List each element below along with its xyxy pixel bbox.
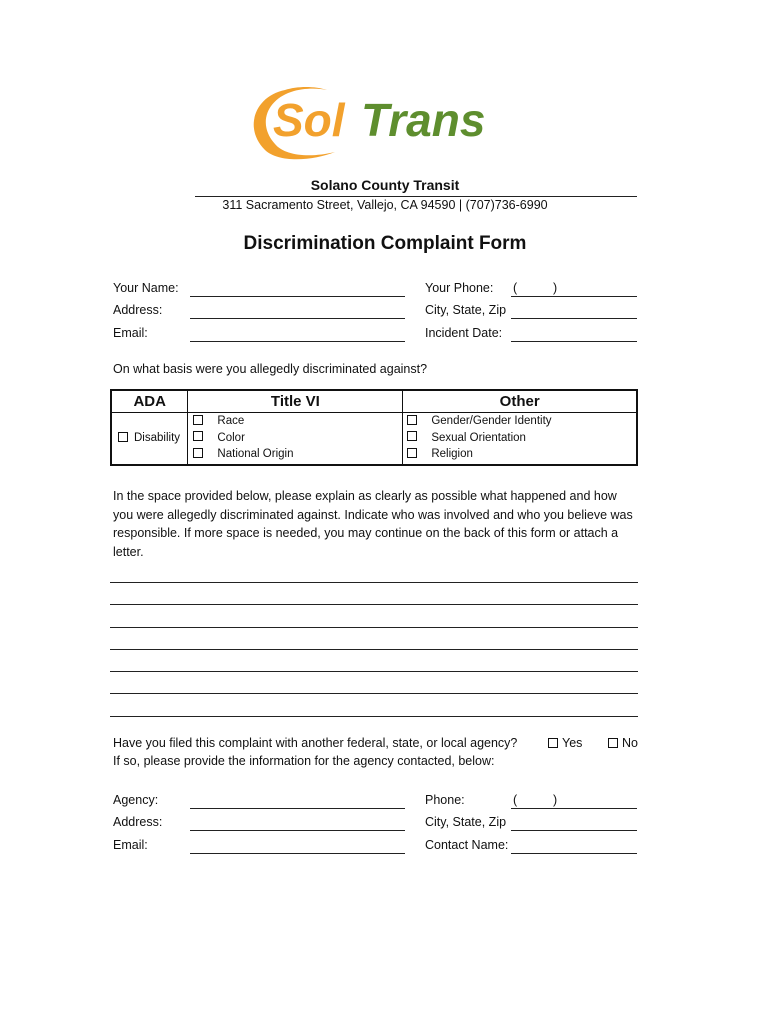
disability-option[interactable]: Disability <box>118 430 187 447</box>
agency-label: Agency: <box>113 793 159 807</box>
incident-date-label: Incident Date: <box>425 326 503 340</box>
header-divider <box>195 196 637 197</box>
national-origin-option[interactable]: National Origin <box>193 446 402 463</box>
other-header: Other <box>403 390 637 413</box>
agency-phone-label: Phone: <box>425 793 465 807</box>
form-title: Discrimination Complaint Form <box>243 233 527 254</box>
city-state-zip-field[interactable] <box>511 318 637 319</box>
contact-name-label: Contact Name: <box>425 838 509 852</box>
city-state-zip-label: City, State, Zip <box>425 303 507 317</box>
explanation-line[interactable] <box>110 693 638 694</box>
checkbox-icon[interactable] <box>193 415 203 425</box>
gender-identity-option[interactable]: Gender/Gender Identity <box>407 413 636 430</box>
race-option[interactable]: Race <box>193 413 402 430</box>
org-name: Solano County Transit <box>310 177 460 193</box>
explanation-line[interactable] <box>110 627 638 628</box>
agency-address-field[interactable] <box>190 830 405 831</box>
sexual-orientation-option[interactable]: Sexual Orientation <box>407 430 636 447</box>
your-name-field[interactable] <box>190 296 405 297</box>
checkbox-icon[interactable] <box>407 415 417 425</box>
checkbox-icon[interactable] <box>407 431 417 441</box>
agency-address-label: Address: <box>113 815 163 829</box>
explanation-line[interactable] <box>110 716 638 717</box>
agency-question: Have you filed this complaint with another federal, state, or local agency? <box>113 736 518 750</box>
agency-phone-paren-open: ( <box>513 793 518 807</box>
checkbox-icon[interactable] <box>193 431 203 441</box>
your-phone-field[interactable] <box>511 296 637 297</box>
instructions-paragraph: In the space provided below, please explain as clearly as possible what happened and how you were allegedly discriminated against. Indicate who was involved and who you believe was responsible. If more space is needed, you may continue on the back of this form or attach a letter. <box>113 489 633 559</box>
address-field[interactable] <box>190 318 405 319</box>
agency-phone-paren-close: ) <box>553 793 558 807</box>
org-address: 311 Sacramento Street, Vallejo, CA 94590 | (707)736-6990 <box>222 198 548 212</box>
logo-text-sol: Sol <box>273 94 345 146</box>
checkbox-icon[interactable] <box>548 738 558 748</box>
address-label: Address: <box>113 303 163 317</box>
checkbox-icon[interactable] <box>118 432 128 442</box>
agency-field[interactable] <box>190 808 405 809</box>
agency-instruction: If so, please provide the information for the agency contacted, below: <box>113 754 495 768</box>
basis-table <box>110 389 638 466</box>
explanation-line[interactable] <box>110 604 638 605</box>
agency-email-label: Email: <box>113 838 148 852</box>
email-field[interactable] <box>190 341 405 342</box>
color-option[interactable]: Color <box>193 430 402 447</box>
logo-text-trans: Trans <box>361 94 486 146</box>
checkbox-icon[interactable] <box>608 738 618 748</box>
soltrans-logo <box>245 78 505 168</box>
agency-city-state-zip-label: City, State, Zip <box>425 815 507 829</box>
title-vi-header: Title VI <box>188 390 403 413</box>
yes-option[interactable]: Yes <box>548 736 582 750</box>
email-label: Email: <box>113 326 148 340</box>
checkbox-icon[interactable] <box>193 448 203 458</box>
ada-header: ADA <box>111 390 188 413</box>
agency-email-field[interactable] <box>190 853 405 854</box>
your-name-label: Your Name: <box>113 281 179 295</box>
checkbox-icon[interactable] <box>407 448 417 458</box>
agency-city-state-zip-field[interactable] <box>511 830 637 831</box>
your-phone-label: Your Phone: <box>425 281 494 295</box>
explanation-line[interactable] <box>110 582 638 583</box>
agency-phone-field[interactable] <box>511 808 637 809</box>
incident-date-field[interactable] <box>511 341 637 342</box>
phone-paren-close: ) <box>553 281 558 295</box>
religion-option[interactable]: Religion <box>407 446 636 463</box>
explanation-line[interactable] <box>110 671 638 672</box>
no-option[interactable]: No <box>608 736 638 750</box>
contact-name-field[interactable] <box>511 853 637 854</box>
phone-paren-open: ( <box>513 281 518 295</box>
explanation-line[interactable] <box>110 649 638 650</box>
basis-question: On what basis were you allegedly discriminated against? <box>113 362 428 376</box>
